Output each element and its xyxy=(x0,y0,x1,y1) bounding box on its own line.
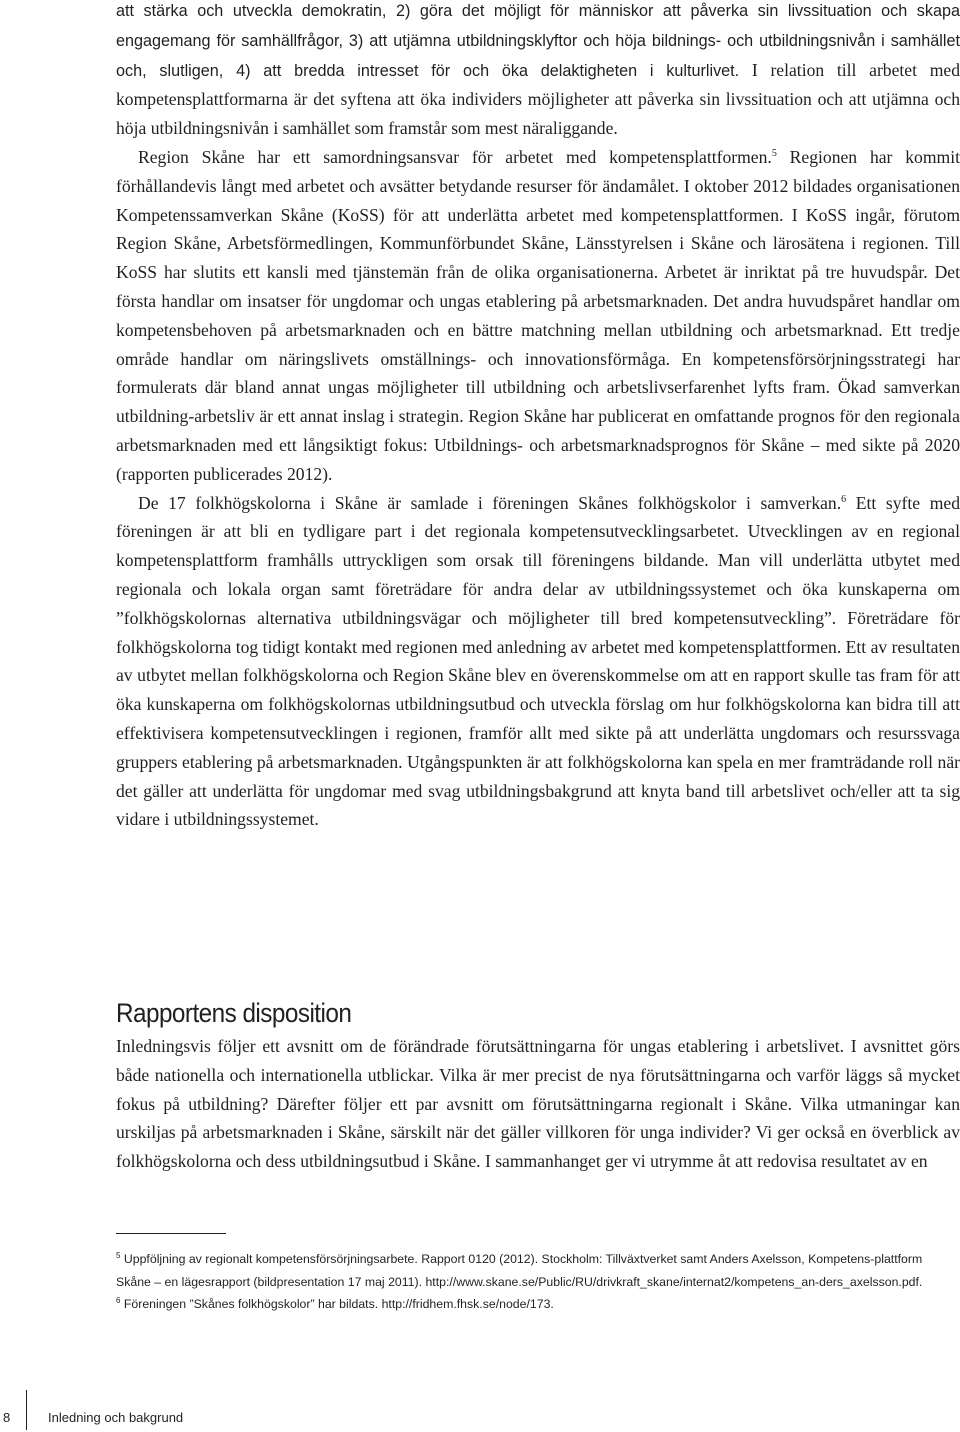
footnote-number: 6 xyxy=(116,1295,121,1305)
section-body xyxy=(116,1032,960,1176)
footnotes xyxy=(116,1248,960,1316)
footnote-divider xyxy=(116,1233,226,1234)
footnote-5 xyxy=(116,1248,960,1293)
paragraph-2 xyxy=(116,143,960,489)
footnote-text: Uppföljning av regionalt kompetensförsörjningsarbete. Rapport 0120 (2012). Stockholm: Tillväxtverket samt Anders Axelsson, Kompetens-plattform Skåne – en lägesrapport (bildpresentation 17 maj 2011). http://www.skane.se/Public/RU/drivkraft_skane/internat2/kompetens_an-ders_axelsson.pdf. xyxy=(116,1252,923,1289)
footnote-ref-5[interactable]: 5 xyxy=(771,148,777,160)
footer-divider xyxy=(26,1390,27,1430)
footnote-number: 5 xyxy=(116,1250,121,1260)
footnote-text: Föreningen ”Skånes folkhögskolor” har bildats. http://fridhem.fhsk.se/node/173. xyxy=(123,1297,554,1311)
paragraph-1 xyxy=(116,0,960,143)
paragraph-1-sans-text: att stärka och utveckla demokratin, 2) göra det möjligt för människor att påverka sin livssituation och skapa engagemang för samhällfrågor, 3) att utjämna utbildningsklyftor och höja bildnings- och utbildningsnivån i samhället och, slutligen, 4) att bredda intresset för och öka delaktigheten i kulturlivet. xyxy=(116,2,960,80)
paragraph-3 xyxy=(116,489,960,835)
section-paragraph-1: Inledningsvis följer ett avsnitt om de förändrade förutsättningarna för ungas etablering i arbetslivet. I avsnittet görs både nationella och internationella utblickar. Vilka är mer precist de nya förutsättningarna och varför läggs så mycket fokus på utbildning? Därefter följer ett par avsnitt om förutsättningarna regionalt i Skåne. Vilka utmaningar kan urskiljas på arbetsmarknaden i Skåne, särskilt när det gäller villkoren för unga individer? Vi ger också en överblick av folkhögskolorna och dess utbildningsutbud i Skåne. I sammanhanget ger vi utrymme åt att redovisa resultatet av en xyxy=(116,1036,960,1172)
footer-section-label: Inledning och bakgrund xyxy=(48,1410,184,1425)
paragraph-2-text-b: Regionen har kommit förhållandevis långt med arbetet och avsätter betydande resurser för ändamålet. I oktober 2012 bildades organisationen Kompetenssamverkan Skåne (KoSS) för att underlätta arbetet med kompetensplattformen. I KoSS ingår, förutom Region Skåne, Arbetsförmedlingen, Kommunförbundet Skåne, Länsstyrelsen i Skåne och lärosätena i regionen. Till KoSS har slutits ett kansli med tjänstemän från de olika organisationerna. Arbetet är inriktat på tre huvudspår. Det första handlar om insatser för ungdomar och ungas etablering på arbetsmarknaden. Det andra huvudspåret handlar om kompetensbehoven på arbetsmarknaden och en bättre matchning mellan utbildning och arbetsmarknad. Ett tredje område handlar om näringslivets omställnings- och innovationsförmåga. En kompetensförsörjningsstrategi har formulerats där bland annat ungas möjligheter till utbildning och arbetslivserfarenhet lyfts fram. Ökad samverkan utbildning-arbetsliv är ett annat inslag i strategin. Region Skåne har publicerat en omfattande prognos för den regionala arbetsmarknaden med ett långsiktigt fokus: Utbildnings- och arbetsmarknadsprognos för Skåne – med sikte på 2020 (rapporten publicerades 2012). xyxy=(116,146,960,484)
paragraph-3-text-b: Ett syfte med föreningen är att bli en tydligare part i det regionala kompetensutvecklingsarbetet. Utvecklingen av en regional kompetensplattform framhålls uttryckligen som orsak till föreningens bildande. Man vill underlätta utbytet med regionala och lokala organ samt företrädare för andra delar av utbildningssystemet och öka kunskaperna om ”folkhögskolornas alternativa utbildningsvägar och möjligheter till bred kompetensutveckling”. Företrädare för folkhögskolorna tog tidigt kontakt med regionen med anledning av arbetet med kompetensplattformen. Ett av resultaten av utbytet mellan folkhögskolorna och Region Skåne blev en överenskommelse om att en rapport skulle tas fram för att öka kunskaperna om folkhögskolornas utbildningsutbud och utveckla förslag om hur folkhögskolorna kan bidra till att effektivisera kompetensutvecklingen i regionen, framför allt med sikte på att underlätta ungdomars och resurssvaga gruppers etablering på arbetsmarknaden. Utgångspunkten är att folkhögskolorna kan spela en mer framträdande roll när det gäller att underlätta för ungdomar med svag utbildningsbakgrund att knyta band till arbetslivet och/eller att ta sig vidare i utbildningssystemet. xyxy=(116,492,960,830)
footnote-ref-6[interactable]: 6 xyxy=(841,493,847,505)
paragraph-2-text-a: Region Skåne har ett samordningsansvar för arbetet med kompetensplattformen. xyxy=(138,146,772,167)
footnote-6 xyxy=(116,1293,960,1316)
section-heading: Rapportens disposition xyxy=(116,998,352,1028)
paragraph-1-text: I relation till arbetet med kompetensplattformarna är det syftena att öka individers möjligheter att påverka sin livssituation och att utjämna och höja utbildningsnivån i samhället som framstår som mest näraliggande. xyxy=(116,59,960,139)
page-body xyxy=(116,0,960,1172)
page-number: 8 xyxy=(3,1410,11,1425)
paragraph-3-text-a: De 17 folkhögskolorna i Skåne är samlade i föreningen Skånes folkhögskolor i samverkan. xyxy=(138,492,842,513)
